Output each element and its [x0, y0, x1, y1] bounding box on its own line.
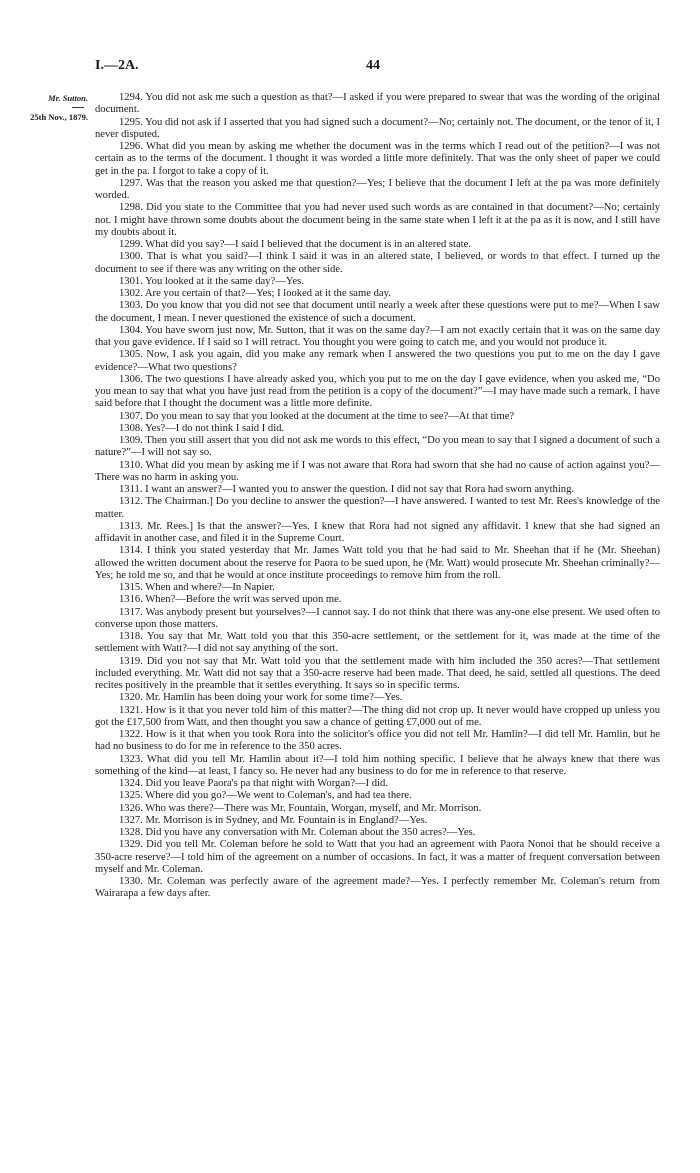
question-paragraph: 1305. Now, I ask you again, did you make any remark when I answered the two questions you put to me on the day I gave evidence?—What two questions? — [95, 349, 660, 373]
question-paragraph: 1321. How is it that you never told him of this matter?—The thing did not crop up. It never would have cropped up unless you got the £17,500 from Watt, and then thought you saw a chance of getting £7,000 out of me. — [95, 704, 660, 728]
question-paragraph: 1308. Yes?—I do not think I said I did. — [119, 422, 285, 434]
margin-note — [14, 93, 88, 122]
question-paragraph: 1316. When?—Before the writ was served upon me. — [119, 594, 342, 606]
evidence-text — [95, 92, 660, 901]
question-paragraph: 1318. You say that Mr. Watt told you that this 350-acre settlement, or the settlement for it, was made at the time of the settlement with Watt?—I did not say anything of the sort. — [95, 631, 660, 655]
question-paragraph: 1303. Do you know that you did not see that document until nearly a week after these questions were put to me?—When I saw the document, I mean. I never questioned the existence of such a document. — [95, 300, 660, 324]
question-paragraph: 1322. How is it that when you took Rora into the solicitor's office you did not tell Mr. Hamlin?—I did tell Mr. Hamlin, but he had no business to do for me in reference to the 350 acres. — [95, 729, 660, 753]
question-paragraph: 1311. I want an answer?—I wanted you to answer the question. I did not say that Rora had sworn anything. — [119, 484, 575, 495]
question-paragraph: 1317. Was anybody present but yourselves?—I cannot say. I do not think that there was any-one else present. We used often to converse upon those matters. — [95, 606, 660, 630]
question-paragraph: 1320. Mr. Hamlin has been doing your work for some time?—Yes. — [119, 692, 403, 704]
question-paragraph: 1299. What did you say?—I said I believed that the document is in an altered state. — [119, 239, 471, 250]
evidence-date: 25th Nov., 1879. — [30, 112, 88, 122]
page-number: 44 — [366, 58, 380, 73]
question-paragraph: 1298. Did you state to the Committee that you had never used such words as are contained in that document?—No; certainly not. I might have thrown some doubts about the document being in the same state when I left it at the pa as it is now, and I still have my doubts about it. — [95, 202, 660, 238]
question-paragraph: 1330. Mr. Coleman was perfectly aware of the agreement made?—Yes. I perfectly remember Mr. Coleman's return from Wairarapa a few days after. — [95, 876, 660, 900]
question-paragraph: 1329. Did you tell Mr. Coleman before he sold to Watt that you had an agreement with Paora Nonoi that he should receive a 350-acre reserve?—I told him of the agreement on a number of occasions. In fact, it was a matter of frequent conversation between myself and Mr. Coleman. — [95, 839, 660, 875]
question-paragraph: 1319. Did you not say that Mr. Watt told you that the settlement made with him included the 350 acres?—That settlement included everything. Mr. Watt did not say that a 350-acre reserve had been made. That deed, he said, settled all questions. The deed recites positively in the preamble that it settles everything. It says so in specific terms. — [95, 655, 660, 691]
question-paragraph: 1310. What did you mean by asking me if I was not aware that Rora had sworn that she had no cause of action against you?—There was no harm in asking you. — [95, 459, 660, 483]
question-paragraph: 1307. Do you mean to say that you looked at the document at the time to see?—At that time? — [119, 410, 515, 422]
question-paragraph: 1323. What did you tell Mr. Hamlin about it?—I told him nothing specific. I believe that he always knew that there was something of the kind—at least, I fancy so. He never had any business to do for me in reference to that reserve. — [95, 753, 660, 777]
question-paragraph: 1328. Did you have any conversation with Mr. Coleman about the 350 acres?—Yes. — [119, 827, 476, 838]
question-paragraph: 1324. Did you leave Paora's pa that night with Worgan?—I did. — [119, 778, 388, 789]
question-paragraph: 1304. You have sworn just now, Mr. Sutton, that it was on the same day?—I am not exactly certain that it was on the same day that you gave evidence. If I said so I will retract. You thought you were going to catch me, and you would not produce it. — [95, 324, 660, 348]
question-paragraph: 1301. You looked at it the same day?—Yes. — [119, 275, 304, 287]
question-paragraph: 1314. I think you stated yesterday that Mr. James Watt told you that he had said to Mr. Sheehan that if he (Mr. Sheehan) allowed the written document about the reserve for Paora to be sued upon, he (Mr. Watt) would prosecute Mr. Sheehan criminally?—Yes; he told me so, and that he would at once institute proceedings to remove him from the roll. — [95, 545, 660, 581]
question-paragraph: 1306. The two questions I have already asked you, which you put to me on the day I gave evidence, when you asked me, “Do you mean to say that what you have just read from the petition is a copy of the document?”—I may have made such a remark. I have said before that I thought the document was a little more definite. — [95, 373, 660, 410]
question-paragraph: 1300. That is what you said?—I think I said it was in an altered state, I believed, or words to that effect. I turned up the document to see if there was any writing on the other side. — [95, 251, 660, 275]
witness-name: Mr. Sutton. — [48, 93, 88, 103]
page-header — [95, 58, 660, 78]
question-paragraph: 1326. Who was there?—There was Mr. Fountain, Worgan, myself, and Mr. Morrison. — [119, 802, 482, 814]
margin-divider — [72, 107, 84, 108]
question-paragraph: 1309. Then you still assert that you did not ask me words to this effect, “Do you mean to say that I signed a document of such a nature?”—I will not say so. — [95, 435, 660, 459]
question-paragraph: 1295. You did not ask if I asserted that you had signed such a document?—No; certainly not. The document, or the tenor of it, I never disputed. — [95, 116, 660, 140]
question-paragraph: 1325. Where did you go?—We went to Coleman's, and had tea there. — [119, 790, 412, 802]
question-paragraph: 1294. You did not ask me such a question as that?—I asked if you were prepared to swear that was the wording of the original document. — [95, 92, 660, 116]
question-paragraph: 1297. Was that the reason you asked me that question?—Yes; I believe that the document I left at the pa was more definitely worded. — [95, 177, 660, 201]
question-paragraph: 1327. Mr. Morrison is in Sydney, and Mr. Fountain is in England?—Yes. — [119, 814, 428, 826]
question-paragraph: 1313. Mr. Rees.] Is that the answer?—Yes. I knew that Rora had not signed any affidavit. I knew that she had signed an affidavit in another case, and filed it in the Supreme Court. — [95, 520, 660, 544]
question-paragraph: 1302. Are you certain of that?—Yes; I looked at it the same day. — [119, 288, 391, 299]
question-paragraph: 1315. When and where?—In Napier. — [119, 582, 275, 593]
question-paragraph: 1312. The Chairman.] Do you decline to answer the question?—I have answered. I wanted to test Mr. Rees's knowledge of the matter. — [95, 496, 660, 520]
document-reference: I.—2A. — [95, 58, 139, 73]
question-paragraph: 1296. What did you mean by asking me whether the document was in the terms which I read out of the petition?—I was not certain as to the terms of the document. I thought it was worded a little more definitely. That was the only sheet of paper we could get in the pa. I forgot to take a copy of it. — [95, 141, 660, 177]
